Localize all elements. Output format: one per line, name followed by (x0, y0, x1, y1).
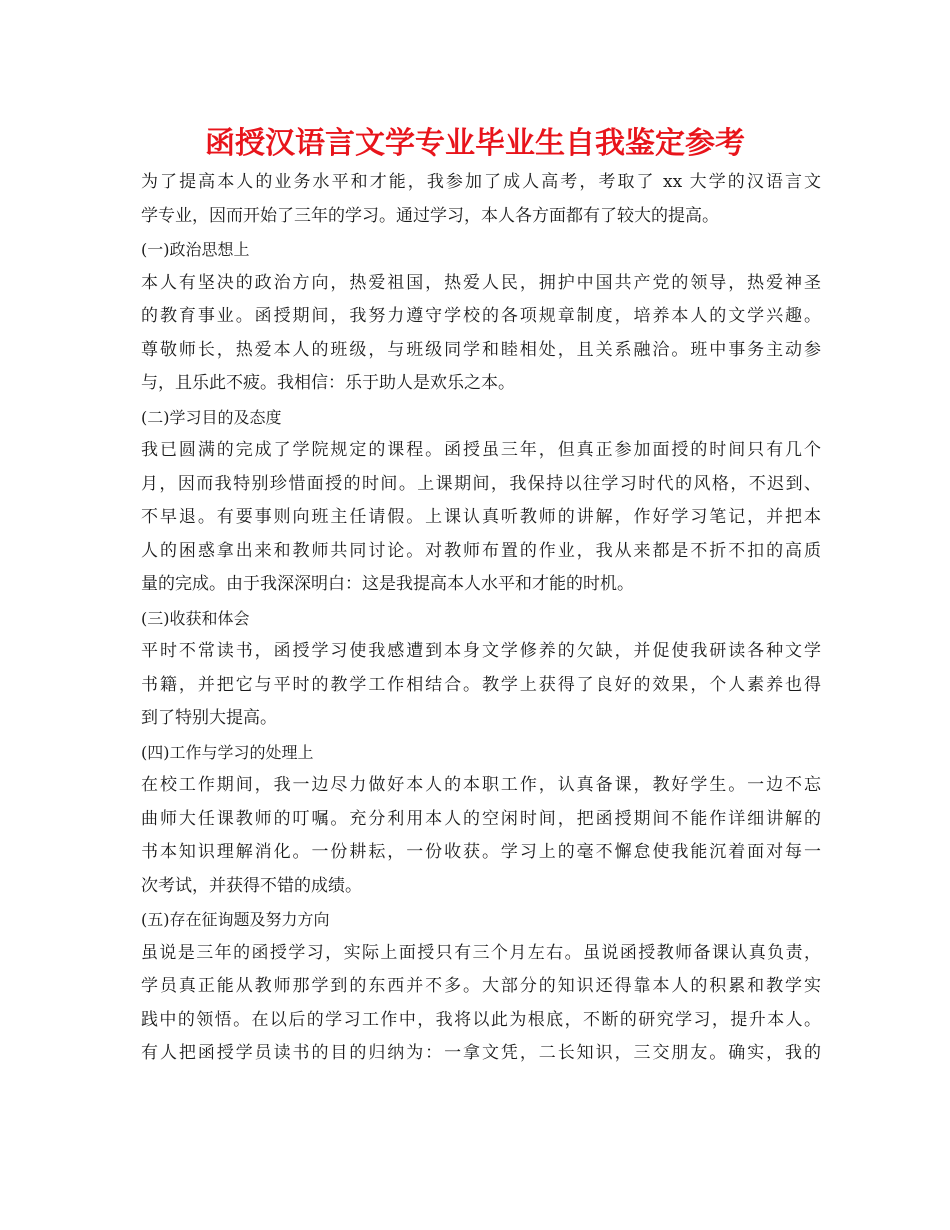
paragraph-line: 有人把函授学员读书的目的归纳为：一拿文凭，二长知识，三交朋友。确实，我的 (141, 1043, 821, 1063)
paragraph-line: 本人有坚决的政治方向，热爱祖国，热爱人民，拥护中国共产党的领导，热爱神圣 (141, 272, 821, 293)
paragraph-line: 在校工作期间，我一边尽力做好本人的本职工作，认真备课，教好学生。一边不忘 (141, 775, 821, 795)
section-heading: (四)工作与学习的处理上 (141, 742, 314, 762)
paragraph-line: 书籍，并把它与平时的教学工作相结合。教学上获得了良好的效果，个人素养也得 (141, 674, 821, 695)
paragraph-line: 与，且乐此不疲。我相信：乐于助人是欢乐之本。 (141, 373, 515, 393)
paragraph-line: 尊敬师长，热爱本人的班级，与班级同学和睦相处，且关系融洽。班中事务主动参 (141, 339, 821, 360)
paragraph-line: 到了特别大提高。 (141, 708, 277, 728)
document-title: 函授汉语言文学专业毕业生自我鉴定参考 (205, 126, 745, 161)
section-heading: (三)收获和体会 (141, 608, 250, 628)
paragraph-line: 月，因而我特别珍惜面授的时间。上课期间，我保持以往学习时代的风格，不迟到、 (141, 473, 821, 494)
document-body (141, 166, 821, 1071)
paragraph-line: 践中的领悟。在以后的学习工作中，我将以此为根底，不断的研究学习，提升本人。 (141, 1009, 821, 1030)
paragraph-line: 虽说是三年的函授学习，实际上面授只有三个月左右。虽说函授教师备课认真负责， (141, 942, 821, 963)
paragraph-line: 为了提高本人的业务水平和才能，我参加了成人高考，考取了 xx 大学的汉语言文 (141, 172, 821, 192)
paragraph-line: 不早退。有要事则向班主任请假。上课认真听教师的讲解，作好学习笔记，并把本 (141, 507, 821, 527)
paragraph-line: 学专业，因而开始了三年的学习。通过学习，本人各方面都有了较大的提高。 (141, 205, 719, 226)
paragraph-line: 人的困惑拿出来和教师共同讨论。对教师布置的作业，我从来都是不折不扣的高质 (141, 540, 821, 561)
paragraph-line: 学员真正能从教师那学到的东西并不多。大部分的知识还得靠本人的积累和教学实 (141, 976, 821, 996)
section-heading: (二)学习目的及态度 (141, 407, 282, 427)
paragraph-line: 量的完成。由于我深深明白：这是我提高本人水平和才能的时机。 (141, 574, 634, 594)
paragraph-line: 书本知识理解消化。一份耕耘，一份收获。学习上的毫不懈怠使我能沉着面对每一 (141, 842, 821, 862)
section-heading: (五)存在征询题及努力方向 (141, 910, 330, 929)
section-heading: (一)政治思想上 (141, 240, 250, 259)
paragraph-line: 平时不常读书，函授学习使我感遭到本身文学修养的欠缺，并促使我研读各种文学 (141, 641, 821, 661)
paragraph-line: 的教育事业。函授期间，我努力遵守学校的各项规章制度，培养本人的文学兴趣。 (141, 306, 821, 326)
paragraph-line: 曲师大任课教师的叮嘱。充分利用本人的空闲时间，把函授期间不能作详细讲解的 (141, 808, 821, 829)
paragraph-line: 次考试，并获得不错的成绩。 (141, 875, 362, 896)
paragraph-line: 我已圆满的完成了学院规定的课程。函授虽三年，但真正参加面授的时间只有几个 (141, 440, 821, 460)
